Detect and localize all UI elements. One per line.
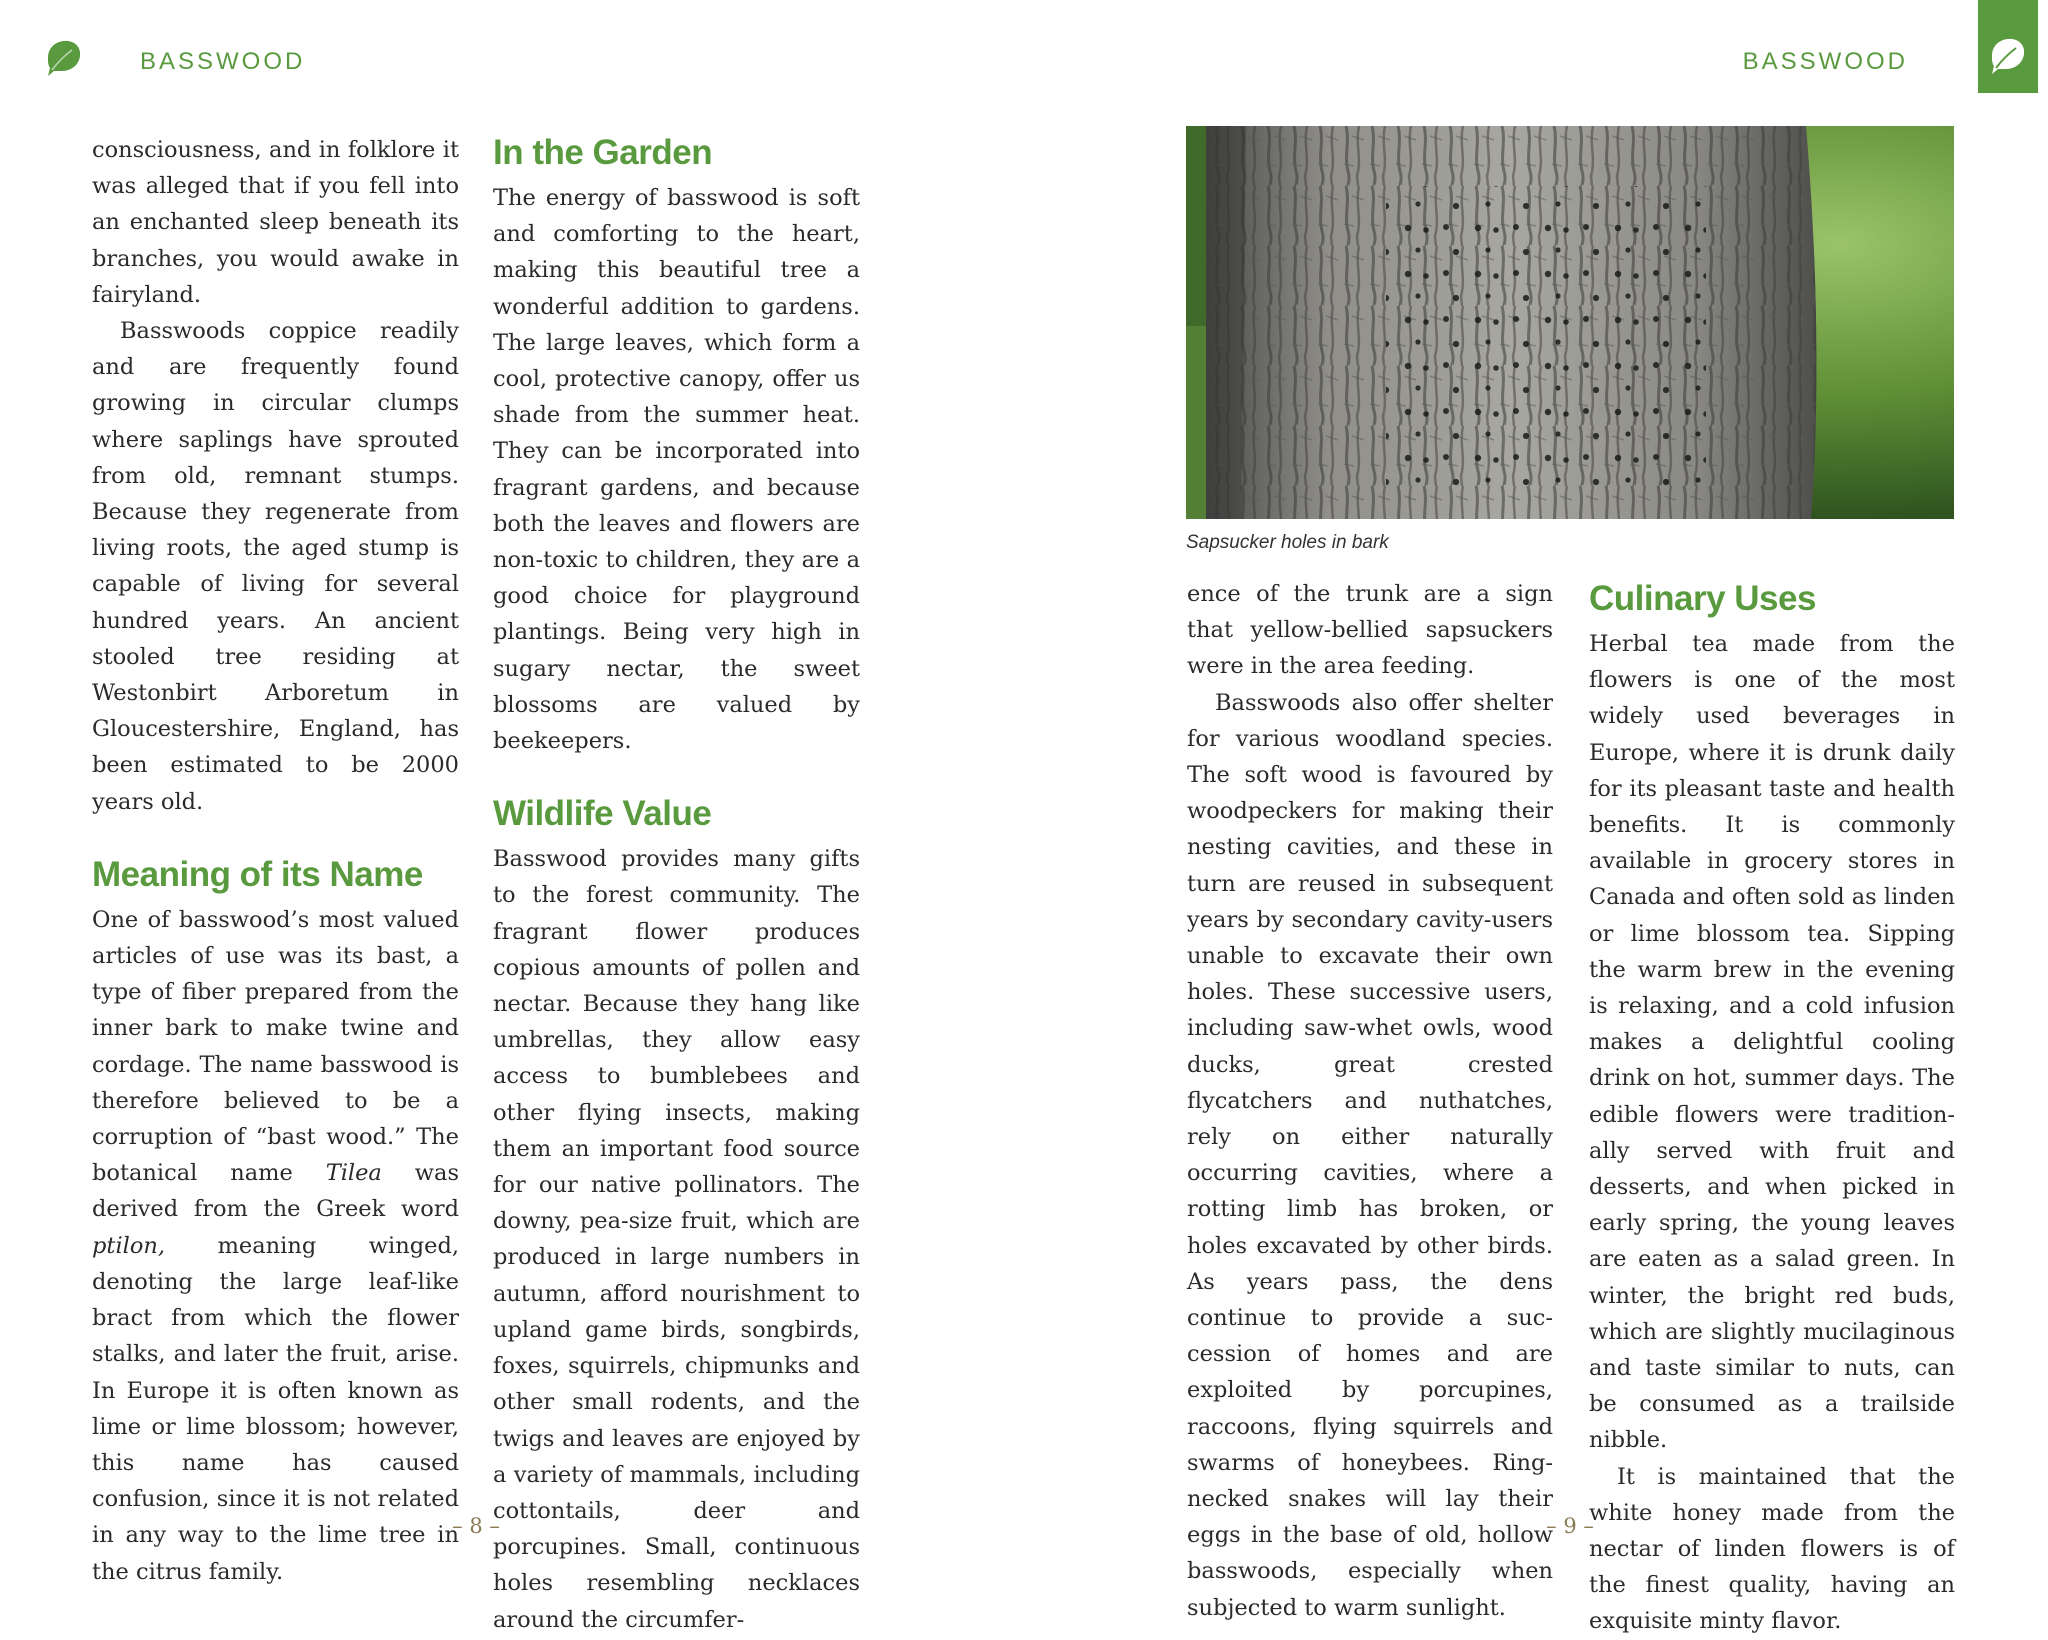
body-paragraph: One of basswood’s most valued articles of use was its bast, a type of fiber prepared from the inner bark to make twine and cordage. The name basswood is therefore believed to be a corruption of “bast wood.” The botanical name Tilea was derived from the Greek word ptilon, meaning winged, denoting the large leaf-like bract from which the flower stalks, and later the fruit, arise. In Europe it is often known as lime or lime blossom; however, this name has caused confusion, since it is not related in any way to the lime tree in the citrus family. xyxy=(92,906,460,1585)
running-head-left: BASSWOOD xyxy=(140,48,306,75)
section-heading-wildlife: Wildlife Value xyxy=(493,794,712,834)
left-column-2 xyxy=(493,132,860,1638)
body-paragraph: Basswood provides many gifts to the forest community. The fragrant flower produces copious amounts of pollen and nectar. Because they hang like umbrellas, they allow easy access to bumblebees and other flying insects, making them an important food source for our native pollinators. The downy, pea-size fruit, which are produced in large numbers in autumn, afford nourishment to upland game birds, songbirds, foxes, squirrels, chipmunks and other small rodents, and the twigs and leaves are enjoyed by a variety of mammals, including cottontails, deer and porcupines. Small, continuous holes resembling necklaces around the circumfer- xyxy=(493,846,860,1633)
right-page xyxy=(1024,0,2048,1635)
left-column-1 xyxy=(92,132,459,1590)
bark-photo-illustration xyxy=(1186,126,1954,519)
latin-term: Tilea xyxy=(325,1160,382,1187)
section-heading-garden: In the Garden xyxy=(493,133,713,172)
body-paragraph: Basswoods also offer shelter for various woodland species. The soft wood is favoured by woodpeckers for making their nesting cavities, and these in turn are reused in subsequent years by secondary cavity-users unable to excavate their own holes. These successive users, including saw-whet owls, wood ducks, great crested flycatchers and nuthatches, rely on either naturally occurring cavities, where a rotting limb has broken, or holes excavated by other birds. As years pass, the dens continue to provide a succession of homes and are exploited by porcupines, raccoons, flying squirrels and swarms of honeybees. Ring-necked snakes will lay their eggs in the base of old, hollow basswoods, especially when subjected to warm sunlight. xyxy=(1187,689,1553,1621)
body-paragraph: consciousness, and in folklore it was alleged that if you fell into an enchanted sleep beneath its branches, you would awake in fairyland. xyxy=(92,137,459,308)
page-number-left: – 8 – xyxy=(452,1514,500,1538)
right-column-1 xyxy=(1187,576,1553,1626)
body-paragraph: Herbal tea made from the flowers is one of the most widely used beverages in Europe, where it is drunk daily for its pleasant taste and health benefits. It is commonly available in grocery stores in Canada and often sold as linden or lime blossom tea. Sipping the warm brew in the evening is relaxing, and a cold infusion makes a delightful cooling drink on hot, summer days. The edible flowers were traditionally served with fruit and desserts, and when picked in early spring, the young leaves are eaten as a salad green. In winter, the bright red buds, which are slightly mucilaginous and taste similar to nuts, can be consumed as a trailside nibble. xyxy=(1589,631,1955,1454)
body-paragraph: ence of the trunk are a sign that yellow-bellied sapsuckers were in the area feeding. xyxy=(1187,581,1553,680)
running-head-right: BASSWOOD xyxy=(1742,48,1908,75)
leaf-icon xyxy=(44,38,84,76)
section-heading-meaning: Meaning of its Name xyxy=(92,854,423,894)
leaf-icon xyxy=(1988,36,2028,74)
body-paragraph: Basswoods coppice readily and are frequently found growing in circular clumps where saplings have sprouted from old, remnant stumps. Because they regenerate from living roots, the aged stump is capable of living for several hundred years. An ancient stooled tree residing at Westonbirt Arboretum in Gloucestershire, England, has been estimated to be 2000 years old. xyxy=(92,318,459,815)
right-column-2 xyxy=(1589,578,1955,1640)
leaf-tab xyxy=(1978,0,2038,93)
left-page xyxy=(0,0,1024,1633)
section-heading-culinary: Culinary Uses xyxy=(1589,579,1816,618)
bark-photo xyxy=(1186,126,1954,519)
body-paragraph: The energy of basswood is soft and comforting to the heart, making this beautiful tree a wonderful addition to gardens. The large leaves, which form a cool, protective canopy, offer us shade from the summer heat. They can be incorporated into fragrant gardens, and because both the leaves and flowers are non-toxic to children, they are a good choice for playground plantings. Being very high in sugary nectar, the sweet blossoms are valued by beekeepers. xyxy=(493,185,860,755)
latin-term: ptilon, xyxy=(92,1232,166,1259)
photo-caption: Sapsucker holes in bark xyxy=(1186,532,1389,553)
page-number-right: – 9 – xyxy=(1546,1514,1594,1538)
body-paragraph: It is maintained that the white honey made from the nectar of linden flowers is of the finest quality, having an exquisite minty flavor. xyxy=(1589,1463,1955,1635)
